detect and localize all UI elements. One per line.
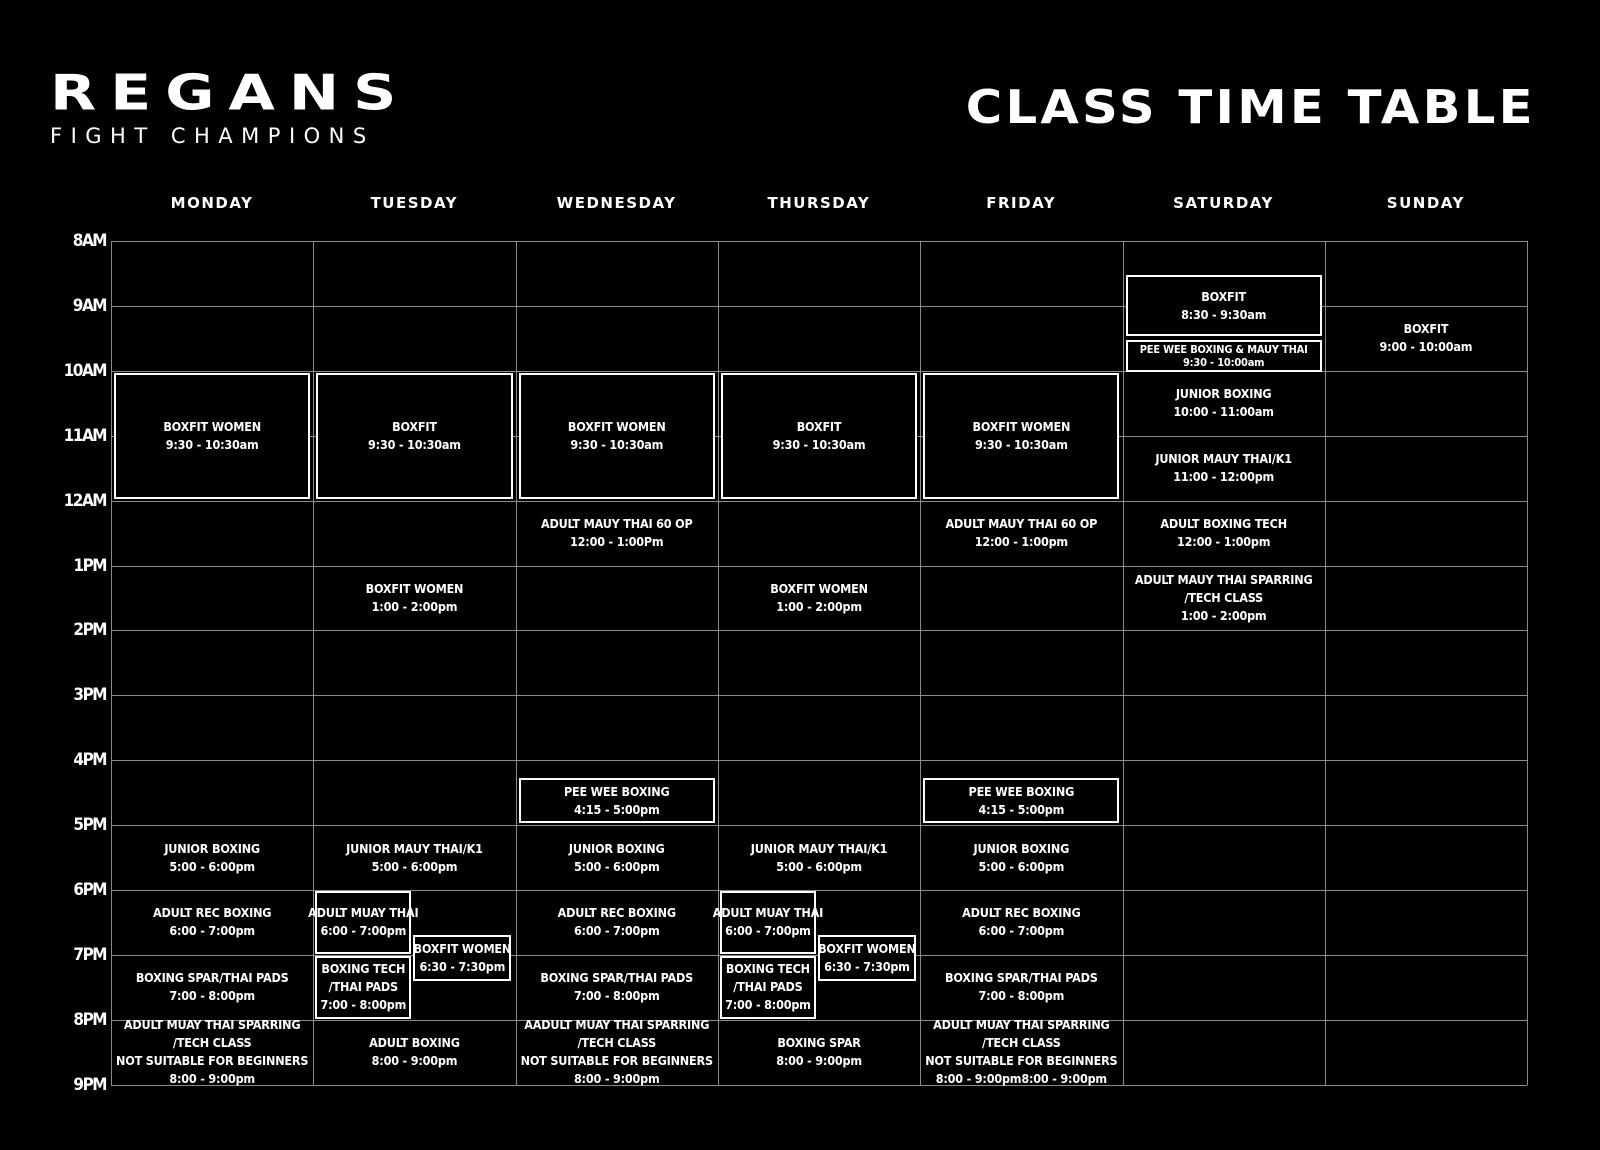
grid-row-line [111, 241, 1527, 242]
class-detail: /THAI PADS [733, 979, 803, 995]
class-block[interactable] [920, 501, 1122, 566]
class-name: ADULT MUAY THAI [712, 905, 824, 921]
class-block[interactable] [111, 890, 313, 955]
class-time: 8:00 - 9:00pm8:00 - 9:00pm [935, 1071, 1107, 1087]
class-block[interactable] [718, 566, 920, 631]
class-time: 5:00 - 6:00pm [573, 858, 660, 874]
class-name: ADULT REC BOXING [152, 905, 272, 921]
class-time: 5:00 - 6:00pm [978, 858, 1065, 874]
class-name: ADULT MAUY THAI 60 OP [540, 516, 693, 532]
class-time: 4:15 - 5:00pm [573, 801, 660, 817]
class-time: 8:00 - 9:00pm [776, 1053, 862, 1069]
day-header: FRIDAY [986, 194, 1057, 212]
time-label: 8PM [73, 1009, 106, 1030]
time-label: 6PM [73, 880, 106, 900]
class-detail: NOT SUITABLE FOR BEGINNERS [520, 1053, 713, 1069]
class-time: 12:00 - 1:00pm [1177, 534, 1271, 550]
class-name: BOXFIT WOMEN [163, 418, 261, 434]
grid-column-line [718, 241, 719, 1085]
class-name: BOXING SPAR/THAI PADS [540, 970, 694, 986]
class-block[interactable] [516, 825, 718, 890]
class-block[interactable] [718, 825, 920, 890]
class-name: BOXFIT WOMEN [770, 580, 868, 596]
time-label: 2PM [73, 620, 106, 641]
class-block[interactable] [516, 955, 718, 1020]
class-block[interactable] [818, 935, 916, 980]
class-name: PEE WEE BOXING & MAUY THAI [1139, 343, 1308, 357]
class-name: ADULT REC BOXING [962, 905, 1081, 921]
class-name: ADULT REC BOXING [557, 905, 676, 921]
class-time: 9:30 - 10:30am [570, 436, 664, 452]
class-name: JUNIOR BOXING [164, 840, 260, 856]
class-block[interactable] [712, 891, 824, 954]
class-block[interactable] [720, 956, 816, 1019]
time-label: 9AM [72, 295, 106, 316]
grid-row-line [111, 695, 1527, 696]
class-time: 8:00 - 9:00pm [371, 1053, 458, 1069]
class-block[interactable] [316, 373, 512, 499]
class-block[interactable] [920, 955, 1122, 1020]
class-detail: /TECH CLASS [172, 1035, 252, 1051]
class-block[interactable] [923, 373, 1119, 499]
class-block[interactable] [718, 1020, 920, 1085]
class-time: 7:00 - 8:00pm [320, 997, 407, 1013]
class-block[interactable] [111, 825, 313, 890]
class-block[interactable] [721, 373, 917, 499]
class-name: JUNIOR BOXING [973, 840, 1070, 856]
class-time: 8:30 - 9:30am [1181, 306, 1267, 322]
class-name: AADULT MUAY THAI SPARRING [524, 1017, 710, 1033]
class-name: BOXFIT WOMEN [413, 941, 512, 957]
day-header: MONDAY [170, 194, 254, 212]
class-block[interactable] [519, 373, 715, 499]
class-detail: /THAI PADS [328, 979, 398, 995]
class-time: 1:00 - 2:00pm [776, 598, 862, 614]
class-time: 6:00 - 7:00pm [169, 923, 255, 939]
day-header: THURSDAY [767, 194, 871, 212]
class-time: 6:00 - 7:00pm [725, 923, 811, 939]
class-block[interactable] [313, 566, 515, 631]
class-name: ADULT MAUY THAI 60 OP [945, 516, 1098, 532]
grid-row-line [111, 760, 1527, 761]
class-name: BOXFIT WOMEN [567, 418, 666, 434]
time-label: 1PM [73, 555, 106, 576]
class-time: 4:15 - 5:00pm [978, 801, 1065, 817]
class-time: 5:00 - 6:00pm [371, 858, 458, 874]
class-block[interactable] [1126, 340, 1322, 372]
class-time: 7:00 - 8:00pm [725, 997, 811, 1013]
day-header: SATURDAY [1173, 194, 1274, 212]
class-name: PEE WEE BOXING [563, 783, 670, 799]
class-block[interactable] [920, 825, 1122, 890]
class-time: 6:00 - 7:00pm [573, 923, 660, 939]
class-name: JUNIOR BOXING [1175, 386, 1272, 402]
class-block[interactable] [923, 778, 1119, 823]
class-name: BOXFIT [1403, 321, 1449, 337]
class-time: 9:30 - 10:30am [974, 436, 1068, 452]
class-time: 8:00 - 9:00pm [169, 1071, 255, 1087]
brand-logo [50, 66, 410, 148]
class-time: 7:00 - 8:00pm [169, 988, 255, 1004]
class-name: BOXFIT [796, 418, 842, 434]
class-detail: /TECH CLASS [577, 1035, 657, 1051]
class-block[interactable] [519, 778, 715, 823]
class-block[interactable] [1325, 306, 1527, 371]
class-block[interactable] [1123, 566, 1325, 631]
class-time: 9:30 - 10:30am [368, 436, 461, 452]
class-name: ADULT MAUY THAI SPARRING [1134, 571, 1313, 587]
class-block[interactable] [313, 1020, 515, 1085]
class-block[interactable] [308, 891, 419, 954]
class-block[interactable] [413, 935, 511, 980]
day-header: SUNDAY [1386, 194, 1465, 212]
class-time: 12:00 - 1:00pm [974, 534, 1068, 550]
class-block[interactable] [920, 890, 1122, 955]
class-time: 6:00 - 7:00pm [320, 923, 407, 939]
class-name: JUNIOR BOXING [568, 840, 665, 856]
class-time: 9:30 - 10:30am [165, 436, 259, 452]
class-time: 7:00 - 8:00pm [978, 988, 1065, 1004]
class-block[interactable] [111, 955, 313, 1020]
class-name: BOXING TECH [321, 961, 406, 977]
time-label: 7PM [73, 944, 106, 965]
class-time: 9:30 - 10:30am [772, 436, 866, 452]
class-block[interactable] [114, 373, 310, 499]
class-name: BOXING TECH [725, 961, 810, 977]
class-name: BOXFIT WOMEN [365, 580, 464, 596]
class-time: 7:00 - 8:00pm [573, 988, 660, 1004]
class-name: JUNIOR MAUY THAI/K1 [1155, 451, 1292, 467]
class-name: JUNIOR MAUY THAI/K1 [346, 840, 483, 856]
class-name: PEE WEE BOXING [968, 783, 1075, 799]
class-name: ADULT MUAY THAI [308, 905, 419, 921]
class-block[interactable] [516, 890, 718, 955]
class-name: ADULT BOXING TECH [1160, 516, 1287, 532]
class-block[interactable] [1126, 275, 1322, 336]
class-name: ADULT MUAY THAI SPARRING [123, 1017, 301, 1033]
class-name: JUNIOR MAUY THAI/K1 [750, 840, 888, 856]
class-block[interactable] [1123, 436, 1325, 501]
class-name: BOXING SPAR [777, 1035, 861, 1051]
grid-column-line [1527, 241, 1528, 1085]
time-label: 11AM [63, 425, 106, 446]
brand-tagline: FIGHT CHAMPIONS [50, 124, 375, 148]
class-name: BOXING SPAR/THAI PADS [135, 970, 289, 986]
time-label: 12AM [63, 490, 106, 511]
grid-row-line [111, 1085, 1527, 1086]
class-detail: /TECH CLASS [1184, 589, 1263, 605]
class-time: 8:00 - 9:00pm [573, 1071, 660, 1087]
class-block[interactable] [920, 1017, 1122, 1087]
class-detail: /TECH CLASS [982, 1035, 1061, 1051]
time-label: 4PM [73, 750, 106, 771]
class-block[interactable] [1123, 371, 1325, 436]
day-header: TUESDAY [370, 194, 459, 212]
time-label: 3PM [73, 685, 106, 706]
class-block[interactable] [516, 1017, 718, 1087]
class-time: 12:00 - 1:00Pm [570, 534, 664, 550]
time-label: 9PM [73, 1074, 106, 1095]
grid-column-line [1123, 241, 1124, 1085]
class-name: BOXFIT WOMEN [972, 418, 1071, 434]
time-label: 10AM [63, 360, 106, 381]
class-detail: NOT SUITABLE FOR BEGINNERS [116, 1053, 309, 1069]
class-block[interactable] [1123, 501, 1325, 566]
class-name: BOXFIT [392, 418, 437, 434]
class-block[interactable] [313, 825, 515, 890]
class-time: 9:00 - 10:00am [1379, 339, 1473, 355]
class-time: 1:00 - 2:00pm [1180, 607, 1267, 623]
class-time: 6:30 - 7:30pm [419, 959, 506, 975]
class-name: BOXFIT [1201, 288, 1246, 304]
class-time: 5:00 - 6:00pm [776, 858, 862, 874]
class-time: 9:30 - 10:00am [1182, 356, 1265, 370]
class-time: 10:00 - 11:00am [1173, 404, 1274, 420]
class-block[interactable] [315, 956, 411, 1019]
page-title: CLASS TIME TABLE [965, 80, 1536, 134]
class-time: 1:00 - 2:00pm [371, 598, 458, 614]
time-label: 5PM [73, 815, 106, 836]
class-name: BOXING SPAR/THAI PADS [945, 970, 1098, 986]
class-name: ADULT BOXING [369, 1035, 460, 1051]
class-detail: NOT SUITABLE FOR BEGINNERS [925, 1053, 1118, 1069]
class-name: ADULT MUAY THAI SPARRING [933, 1017, 1110, 1033]
time-label: 8AM [72, 231, 106, 251]
grid-column-line [313, 241, 314, 1085]
brand-name: REGANS [50, 64, 411, 122]
class-time: 6:00 - 7:00pm [978, 923, 1065, 939]
class-block[interactable] [516, 501, 718, 566]
grid-row-line [111, 630, 1527, 631]
class-block[interactable] [111, 1017, 313, 1087]
class-name: BOXFIT WOMEN [818, 941, 916, 957]
day-header: WEDNESDAY [556, 194, 677, 212]
class-time: 6:30 - 7:30pm [824, 959, 910, 975]
class-time: 11:00 - 12:00pm [1173, 469, 1275, 485]
class-time: 5:00 - 6:00pm [169, 858, 255, 874]
